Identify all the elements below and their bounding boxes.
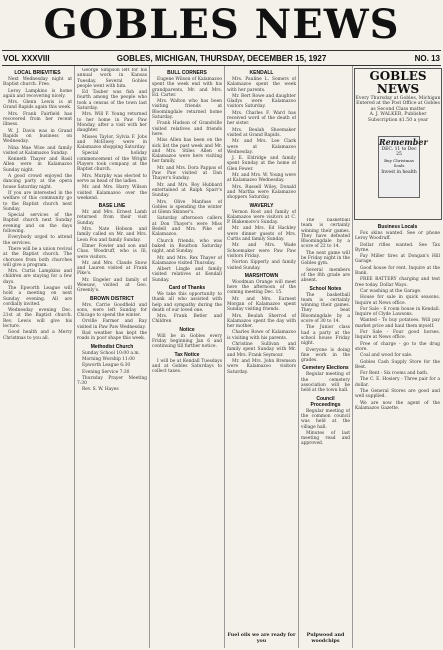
- christmas-seal-ad: [378, 136, 428, 198]
- article-paragraph: The basketball team is certainly winning their games. They have defeated Bloomingdale by a score of 22 to 14.: [301, 218, 350, 250]
- section-heading: BASE LINE: [98, 203, 126, 210]
- seal-title: Remember: [379, 137, 428, 147]
- article-paragraph: Wanted - To buy potatoes. Will pay market price and haul them myself.: [355, 318, 440, 329]
- article-paragraph: Mr. and Mrs. Harry Wilson visited Kalamazoo over the weekend.: [77, 185, 147, 201]
- article-paragraph: Wednesday evening Dec. 21st at the Baptist church. Rev. Lewis will give his lecture.: [3, 308, 72, 330]
- article-paragraph: Ed Tauber was fish and fourth among the people who took a census of the town last Saturday.: [77, 90, 147, 112]
- article-paragraph: Leroy Lampkins is home again and recovering nicely.: [3, 88, 72, 99]
- article-paragraph: Rev. S. W. Hayes: [82, 387, 119, 393]
- place-date: GOBLES, MICHIGAN, THURSDAY, DECEMBER 15, 1927: [116, 54, 327, 63]
- section-heading: Card of Thanks: [168, 284, 206, 291]
- article-paragraph: Mr. and Mrs. Rex Thayer of Kalamazoo visited Thursday.: [152, 255, 222, 266]
- article-paragraph: Mrs. Curtis Lampkins and children are staying for a few days.: [3, 269, 72, 285]
- article-paragraph: Mrs. Charles F. Ward has received word of the death of her sister.: [227, 110, 296, 127]
- article-paragraph: Bad weather has kept the roads in poor shape this week.: [77, 331, 147, 342]
- article-paragraph: Thursday Prayer Meeting 7:30: [77, 375, 147, 387]
- section-heading: BROWN DISTRICT: [90, 295, 134, 302]
- article-paragraph: Norton Sipperly and family visited Sunday.: [227, 260, 296, 271]
- article-paragraph: Frank Hudson of Grandville visited relatives and friends here.: [152, 121, 222, 137]
- article-paragraph: Orville Farmer and Ray visited in Paw Paw Wednesday.: [77, 319, 147, 330]
- masthead: GOBLES NEWS: [43, 1, 400, 48]
- article-paragraph: Gobles Cash Supply Store for the Best.: [355, 359, 440, 370]
- article-paragraph: J. E. Eldridge and family spent Sunday at the home of Glen Fewer.: [227, 156, 296, 172]
- article-paragraph: Kenneth Thayer and Basil Allen were in Kalamazoo Sunday night.: [3, 157, 72, 173]
- article-paragraph: Dollar rifles wanted. See Tax Byrne.: [355, 242, 440, 253]
- article-paragraph: Albert Lingle and family visited relatives at Kendall Sunday.: [152, 267, 222, 283]
- article-paragraph: Good house for rent. Inquire at the Bank.: [355, 265, 440, 277]
- article-paragraph: Mrs. Will F. Young returned to her home in Paw Paw Monday, after a visit with her daughter.: [77, 112, 147, 134]
- box-title: GOBLES NEWS: [369, 69, 427, 96]
- article-paragraph: Everybody urged to attend the services.: [3, 235, 72, 246]
- article-paragraph: Mrs. Frank Fairfield has recovered from her recent illness.: [3, 111, 72, 128]
- column-divider: [224, 66, 225, 648]
- article-paragraph: The next game will be Friday night in the Gobles gym.: [301, 250, 350, 267]
- article-paragraph: Mrs. Glenn Lewis is at Grand Rapids again this week.: [3, 100, 72, 111]
- box-line: Entered at the Post Office at Gobles as Second Class matter: [356, 101, 440, 112]
- article-paragraph: George Simpson left for his annual work in Kansas Tuesday. Several Gobles people went with him.: [77, 68, 147, 89]
- article-paragraph: Free of charge - go to the drug store.: [355, 341, 440, 352]
- box-line: A. J. WALKER, Publisher: [369, 112, 427, 118]
- article-paragraph: The basketball team is certainly winning their games. They beat Bloomingdale by a score of 30 to 14.: [301, 292, 350, 325]
- column-divider: [149, 66, 150, 648]
- article-paragraph: The Junior class had a party at the school house Friday night.: [301, 325, 350, 347]
- section-heading: Tax Notice: [174, 351, 200, 358]
- article-paragraph: Mr. and Mrs. Roy Hubbard entertained at Ralph Sparr's Sunday.: [152, 182, 222, 199]
- article-paragraph: Regular meeting of the cemetery association will be held at the town hall.: [301, 372, 350, 394]
- section-heading: BULL CORNERS: [167, 70, 207, 76]
- article-paragraph: A good crowd enjoyed the dancing party at the opera house Saturday night.: [3, 174, 72, 190]
- article-paragraph: Coal and wood for sale.: [360, 353, 413, 359]
- article-paragraph: Epworth League 6:30: [82, 363, 131, 369]
- article-paragraph: For Rent - Six rooms and bath.: [360, 371, 429, 377]
- article-paragraph: Mrs. Beulah Sherrod of Kalamazoo spent the day with her mother.: [227, 313, 296, 330]
- footer-left: Fuel oils we are ready for you: [227, 632, 296, 644]
- seal-footer: Invest in health: [381, 170, 417, 175]
- article-paragraph: Charles Rowe of Kalamazoo is visiting with his parents.: [227, 330, 296, 341]
- article-paragraph: Mr. and Mrs. Ernest Lamb returned from their visit Sunday.: [77, 210, 147, 226]
- article-paragraph: Mrs. Murphy was elected to serve as head of the ladies.: [77, 173, 147, 184]
- article-paragraph: For Sale - 6 room house in Kendall. Inquire of Clyde Lawsons.: [355, 306, 440, 318]
- article-paragraph: Mr. Bert Rowe and daughter Gladys were Kalamazoo visitors Saturday.: [227, 93, 296, 110]
- section-heading: MARSHTOWN: [244, 272, 279, 279]
- article-paragraph: Mr. and Mrs. Wade Schoemaker were Paw Paw visitors Friday.: [227, 243, 296, 259]
- article-paragraph: Everyone is doing fine work in the grades.: [301, 347, 350, 364]
- article-paragraph: Several members of the 8th grade are absent.: [301, 267, 350, 284]
- article-paragraph: Sunday School 10:00 a.m.: [82, 350, 140, 356]
- bottom-rule: [2, 65, 441, 66]
- article-paragraph: House for sale in quick seasons. Inquire at News office.: [355, 295, 440, 306]
- column-divider: [352, 66, 353, 648]
- article-paragraph: Mrs. Russell Wiley, Donald and Martha were Kalamazoo shoppers Saturday.: [227, 184, 296, 201]
- article-paragraph: Mr. Engeler and family of Weesaw, visited at Geo. Greenly's.: [77, 277, 147, 294]
- article-paragraph: Minutes of last meeting read and approved.: [301, 430, 350, 447]
- article-paragraph: Good health and a Merry Christmas to you all.: [3, 330, 72, 341]
- article-paragraph: Mr. and Mrs. Dora Pappas of Paw Paw visited at Dan Thayer's Sunday.: [152, 165, 222, 182]
- section-heading: Notice: [179, 326, 195, 333]
- section-heading: Council Proceedings: [310, 395, 341, 408]
- article-paragraph: Nina Mae Wise and family visited at Kalamazoo Sunday.: [3, 145, 72, 156]
- article-paragraph: The General Stores are good and well supplied.: [355, 389, 440, 400]
- article-paragraph: Will be in Gobles every Friday beginning Jan 6 and continuing till further notice.: [152, 333, 222, 350]
- article-paragraph: W. J. Davis was in Grand Rapids on business on Wednesday.: [3, 128, 72, 145]
- article-paragraph: Mr. and Mrs. Claude Snow and Lauren visited at Frank Pike's.: [77, 260, 147, 277]
- article-paragraph: Vernon Root and family of Kalamazoo were visitors at C. P. Blakemore's Sunday.: [227, 209, 296, 226]
- article-paragraph: Special holiday commencement of the Wright Players took company at the Baptist church.: [77, 151, 147, 173]
- section-heading: KENDALL: [249, 70, 274, 76]
- column-6: [355, 222, 440, 642]
- footer-right: Pulpwood and woodchips: [306, 632, 345, 644]
- volume-number: VOL XXXVIII: [3, 54, 50, 63]
- article-paragraph: For Sale - Four good horses. Inquire at News office.: [355, 330, 440, 341]
- top-rule: [2, 50, 441, 51]
- section-heading: School Notes: [309, 285, 342, 292]
- issue-number: NO. 13: [414, 54, 440, 63]
- article-paragraph: Elmer Fowler and son and Chas. Woodruff, who is Ill, were visitors.: [77, 243, 147, 260]
- article-paragraph: Mr. and Mrs. W. Young were at Kalamazoo Wednesday.: [227, 173, 296, 184]
- article-paragraph: Fay Miller tires at Dongan's Hill Garage.: [355, 254, 440, 265]
- article-paragraph: We take this opportunity to thank all who assisted with help and sympathy during the death of our loved one.: [152, 291, 222, 313]
- column-divider: [74, 66, 75, 648]
- article-paragraph: Mrs. Carrie Goodfield and sons, were left Sunday for Chicago to spend the winter.: [77, 302, 147, 319]
- column-5: [301, 218, 350, 628]
- dateline: [3, 53, 440, 64]
- article-paragraph: Evening Service 7:30: [82, 369, 130, 375]
- seal-line: Buy Christmas Seals: [384, 158, 414, 168]
- column-4: [227, 68, 296, 648]
- article-paragraph: Special services of the Baptist church next Sunday evening and on the days following.: [3, 213, 72, 235]
- article-paragraph: Regular meeting of the common council was held at the village hall.: [301, 408, 350, 430]
- article-paragraph: Christine Sullivan and family spent Sunday with Mr. and Mrs. Frank Seymour.: [227, 342, 296, 358]
- article-paragraph: FREE BATTERY charging and test free today. Dollar Ways.: [355, 277, 440, 288]
- column-divider: [298, 66, 299, 648]
- article-paragraph: There will be a union revival at the Baptist church. The choruses from both churches will give a program.: [3, 246, 72, 268]
- article-paragraph: The Epworth League will hold a meeting on next Sunday evening. All are cordially invited.: [3, 285, 72, 307]
- article-paragraph: If you are interested in the welfare of this community go to the Baptist church next Sunday.: [3, 190, 72, 212]
- article-paragraph: Church friends, who was baked in Bourbon Saturday night, and Sunday.: [152, 238, 222, 255]
- article-paragraph: Mr. and Mrs. John Bremson were Kalamazoo visitors Saturday.: [227, 358, 296, 375]
- article-paragraph: Mr. and Mrs. Earnest Morgan of Kalamazoo spent Sunday visiting friends.: [227, 296, 296, 313]
- article-paragraph: Eugene Wilson of Kalamazoo spent the week end with his grandparents, Mr. and Mrs. Ed. Carter.: [152, 77, 222, 98]
- article-paragraph: Woodman Orange will meet here the afternoon of the coming meeting Dec. 15.: [227, 279, 296, 296]
- article-paragraph: Miss Allen has been on the sick list the past week and Mr. and Mrs. Stiles Allen of Kalamazoo were here visiting her family.: [152, 138, 222, 165]
- box-line: Every Thursday at Gobles, Michigan: [355, 96, 441, 101]
- article-paragraph: Mrs. Nate Hobson and family called on Mr. and Mrs. Leon Fox and family Sunday.: [77, 227, 147, 243]
- article-paragraph: Misses Taylor, Sylvia F. Jobs and McElwey were in Kalamazoo shopping Saturday.: [77, 134, 147, 151]
- article-paragraph: Next Wednesday night at Baptist church. Free.: [3, 77, 72, 88]
- column-1: [3, 68, 72, 648]
- box-line: Subscription $1.50 a year: [367, 117, 429, 123]
- article-paragraph: The C. E. Hosiery - Three pair for a dollar.: [355, 377, 440, 388]
- section-heading: LOCAL BRIEVITIES: [14, 70, 61, 76]
- column-2: [77, 68, 147, 648]
- article-paragraph: I will be at Kendall Tuesdays and at Gobles Saturdays to collect taxes.: [152, 358, 222, 375]
- article-paragraph: Morning Worship 11:00: [82, 356, 135, 362]
- seal-dates: DEC. 11 to Dec 25: [381, 147, 417, 157]
- section-heading: Business Locals: [377, 224, 418, 230]
- article-paragraph: Mr. and Mrs. Lee Clark were at Kalamazoo Wednesday.: [227, 139, 296, 155]
- article-paragraph: Mrs. Walton who has been visiting friends at Bloomingdale returned home Saturday.: [152, 99, 222, 121]
- article-paragraph: Mrs. Pauline L. Somers of Kalamazoo spent the week with her parents.: [227, 77, 296, 93]
- article-paragraph: Mr. and Mrs. Ed Hackley were dinner guests of Mrs. Curtis and family Sunday.: [227, 226, 296, 243]
- section-heading: Methodist Church: [90, 343, 134, 350]
- section-heading: Cemetery Elections: [302, 365, 349, 372]
- article-paragraph: Mrs. Olive Manfuse of Gobles is spending the winter at Glenn Skinner's.: [152, 199, 222, 216]
- section-heading: WAVERLY: [249, 202, 274, 209]
- article-paragraph: Mrs. Beulah Shoemaker visited at Grand Rapids.: [227, 127, 296, 138]
- article-paragraph: We are now the agent of the Kalamazoo Gazette.: [355, 400, 440, 411]
- article-paragraph: Mrs. Frank Betler and Children: [152, 314, 222, 325]
- article-paragraph: Saturday afternoon callers at Don Thayer's were Miss Bedell and Mrs. Pike of Kalamazoo.: [152, 216, 222, 238]
- column-3: [152, 68, 222, 648]
- article-paragraph: Fox skins wanted. See or phone Leroy Woodruff.: [355, 231, 440, 242]
- article-paragraph: Car washing at the Garage.: [360, 288, 422, 294]
